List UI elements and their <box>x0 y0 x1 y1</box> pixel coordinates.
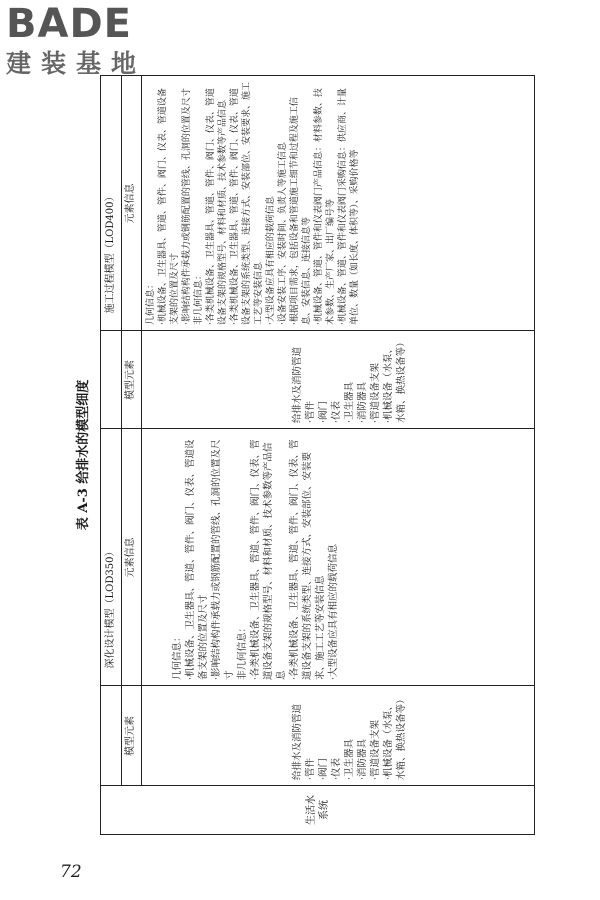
construction-element-info-cell: 几何信息： ·机械设备、卫生器具、管道、管件、阀门、仪表、管道设备支架的位置及尺寸 ·影响结构构件承载力或钢筋配置的管线、孔洞的位置及尺寸 非几何信息： ·各类机械设备、卫生器具、管道、管件、阀门、仪表、管道设备支架的规格型号、材料和材质、技术参数等产品信息 ·各类机械设备、卫生器具、管道、管件、阀门、仪表、管道设备支架的系统类型、连接方式、安装部位、安装要求、施工工艺等安装信息 ·大型设备应具有相应的载荷信息 ·设备安装工序、安装时间、负责人等施工信息 ·根据项目需求，包括设备和管道施工细节和过程及施工信息、安装信息、连接信息等 ·机械设备、管道、管件和仪表阀门产品信息：材料参数、技术参数、生产厂家、出厂编号等 ·机械设备、管道、管件和仪表阀门采购信息：供应商、计量单位、数量（如长度、体积等）、采购价格等 <box>146 81 360 325</box>
design-model-header: 深化设计模型（LOD350） <box>105 546 116 669</box>
design-model-elements-cell: 给排水及消防管道 ·管件 ·阀门 ·仪表 ·卫生器具 ·消防器具 ·管道设备支架 ·机械设备（水泵、水箱、换热设备等） <box>292 694 407 780</box>
construction-model-elements-cell: 给排水及消防管道 ·管件 ·阀门 ·仪表 ·卫生器具 ·消防器具 ·管道设备支架 ·机械设备（水泵、水箱、换热设备等） <box>292 337 407 423</box>
design-element-info-cell: 几何信息： ·机械设备、卫生器具、管道、管件、阀门、仪表、管道设备支架的位置及尺寸 ·影响结构构件承载力或钢筋配置的管线、孔洞的位置及尺寸 非几何信息： ·各类机械设备、卫生器具、管道、管件、阀门、仪表、管道设备支架的规格型号、材料和材质、技术参数等产品信息 ·各类机械设备、卫生器具、管道、管件、阀门、仪表、管道设备支架的系统类型、连接方式、安装部位、安装要求、施工工艺等安装信息 ·大型设备应具有相应的载荷信息 <box>172 439 339 680</box>
logo-subtitle: 建装基地 <box>6 49 147 78</box>
bade-logo <box>6 1 181 84</box>
table-title: 表 A-3 给排水的模型细度 <box>76 379 91 531</box>
rotated-table-page <box>70 75 535 835</box>
construction-element-info-header: 元素信息 <box>125 183 136 224</box>
construction-model-element-header: 模型元素 <box>125 360 136 400</box>
construction-model-header: 施工过程模型（LOD400） <box>105 191 116 314</box>
design-element-info-header: 元素信息 <box>125 537 136 578</box>
system-row-label: 生活水 系统 <box>305 795 330 825</box>
page-number: 72 <box>60 862 82 882</box>
logo-mark: BADE <box>6 1 132 47</box>
lod-table <box>100 75 535 835</box>
design-model-element-header: 模型元素 <box>125 716 136 756</box>
